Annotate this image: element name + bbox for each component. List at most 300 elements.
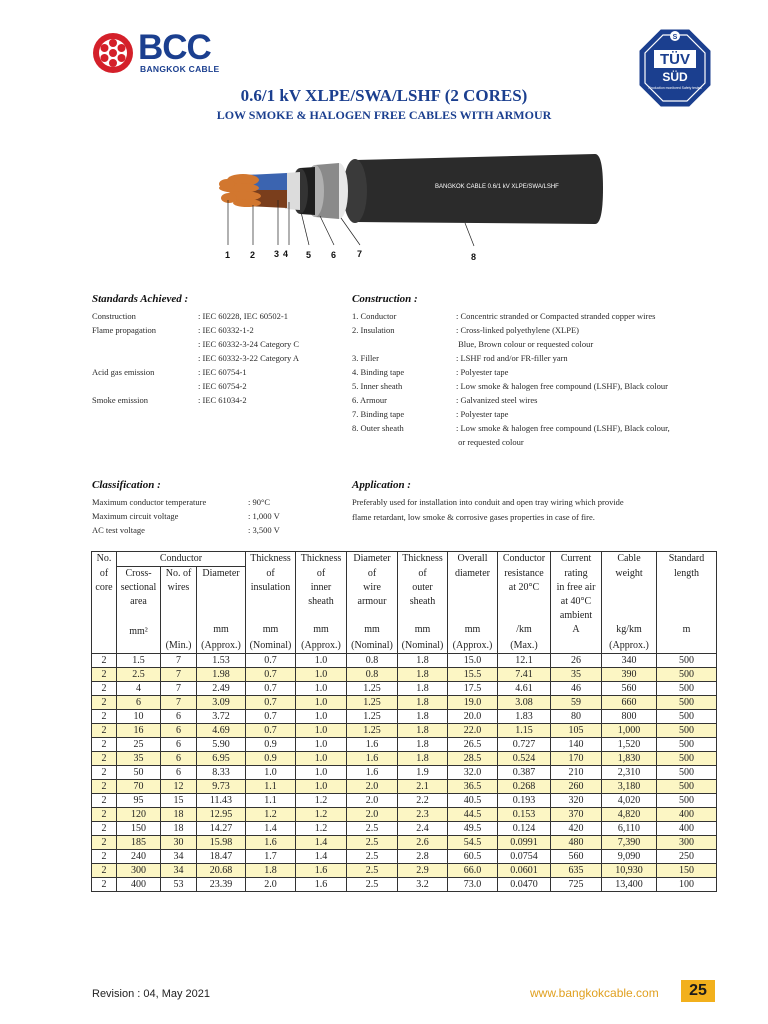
table-cell: 2.8	[398, 850, 448, 864]
table-header-cell: (Approx.)	[197, 639, 246, 654]
table-cell: 2.5	[347, 864, 398, 878]
table-header-cell: mm	[197, 623, 246, 639]
table-header-cell: (Approx.)	[448, 639, 498, 654]
table-cell: 10	[117, 710, 161, 724]
application-text	[352, 495, 624, 524]
table-cell: 26.5	[448, 738, 498, 752]
table-header-cell	[657, 595, 717, 609]
table-header-cell: weight	[602, 567, 657, 582]
cable-label-2: 2	[250, 250, 256, 260]
table-cell: 7	[161, 654, 197, 668]
table-row	[92, 738, 717, 752]
table-cell: 2.0	[347, 808, 398, 822]
table-cell: 1.0	[296, 682, 347, 696]
table-cell: 80	[551, 710, 602, 724]
construction-list	[352, 309, 670, 449]
table-cell: 15	[161, 794, 197, 808]
standards-row: Smoke emission : IEC 61034-2	[92, 395, 247, 405]
cable-label-4: 4	[283, 249, 289, 259]
table-cell: 1.8	[398, 752, 448, 766]
table-header-cell	[657, 609, 717, 623]
table-header-cell: Cable	[602, 552, 657, 567]
table-cell: 2	[92, 654, 117, 668]
cable-label-5: 5	[306, 250, 312, 260]
table-row	[92, 682, 717, 696]
table-cell: 4,820	[602, 808, 657, 822]
standards-row: Construction : IEC 60228, IEC 60502-1	[92, 311, 288, 321]
table-cell: 1.2	[296, 808, 347, 822]
table-cell: 12.1	[498, 654, 551, 668]
table-header-cell	[92, 623, 117, 639]
table-header-cell: core	[92, 581, 117, 595]
table-cell: 7	[161, 682, 197, 696]
table-header-cell: sheath	[296, 595, 347, 609]
table-cell: 4	[117, 682, 161, 696]
table-cell: 9,090	[602, 850, 657, 864]
table-cell: 0.7	[246, 696, 296, 710]
table-cell: 17.5	[448, 682, 498, 696]
table-header-cell: length	[657, 567, 717, 582]
cable-cross-section-illustration	[205, 140, 605, 260]
table-row	[92, 836, 717, 850]
construction-row: 3. Filler : LSHF rod and/or FR-filler yarn	[352, 353, 568, 363]
table-cell: 46	[551, 682, 602, 696]
table-header-cell	[347, 609, 398, 623]
table-cell: 53	[161, 878, 197, 892]
table-header-cell: (Max.)	[498, 639, 551, 654]
table-cell: 14.27	[197, 822, 246, 836]
table-cell: 0.0754	[498, 850, 551, 864]
table-cell: 6	[161, 710, 197, 724]
table-cell: 59	[551, 696, 602, 710]
table-cell: 660	[602, 696, 657, 710]
table-cell: 6,110	[602, 822, 657, 836]
table-row	[92, 668, 717, 682]
table-cell: 1,000	[602, 724, 657, 738]
table-cell: 16	[117, 724, 161, 738]
table-cell: 6	[161, 724, 197, 738]
table-header-cell: mm	[246, 623, 296, 639]
table-cell: 800	[602, 710, 657, 724]
table-cell: 2.5	[347, 822, 398, 836]
table-cell: 0.7	[246, 724, 296, 738]
table-cell: 35	[551, 668, 602, 682]
table-cell: 340	[602, 654, 657, 668]
table-header-cell: Standard	[657, 552, 717, 567]
table-cell: 18	[161, 808, 197, 822]
table-cell: 725	[551, 878, 602, 892]
table-cell: 1,520	[602, 738, 657, 752]
table-header-cell	[161, 595, 197, 609]
table-row	[92, 710, 717, 724]
table-cell: 22.0	[448, 724, 498, 738]
table-cell: 1.25	[347, 696, 398, 710]
table-cell: 3.09	[197, 696, 246, 710]
table-cell: 0.8	[347, 668, 398, 682]
table-cell: 1.83	[498, 710, 551, 724]
table-cell: 13,400	[602, 878, 657, 892]
table-cell: 11.43	[197, 794, 246, 808]
table-header-cell	[197, 609, 246, 623]
table-cell: 2	[92, 724, 117, 738]
standards-list	[92, 309, 299, 407]
table-cell: 12.95	[197, 808, 246, 822]
logo-text: BCC	[138, 28, 211, 67]
table-cell: 1.25	[347, 682, 398, 696]
table-cell: 1.8	[398, 724, 448, 738]
table-cell: 15.98	[197, 836, 246, 850]
table-cell: 1.7	[246, 850, 296, 864]
construction-row: 5. Inner sheath : Low smoke & halogen free compound (LSHF), Black colour	[352, 381, 668, 391]
table-header-row	[92, 581, 717, 595]
table-cell: 0.7	[246, 682, 296, 696]
table-cell: 1.25	[347, 710, 398, 724]
table-header-cell: kg/km	[602, 623, 657, 639]
table-cell: 1.25	[347, 724, 398, 738]
table-header-cell: Cross-	[117, 567, 161, 582]
cable-label-3: 3	[274, 249, 280, 259]
table-header	[92, 552, 717, 654]
table-header-cell: No.	[92, 552, 117, 567]
table-header-cell: (Min.)	[161, 639, 197, 654]
table-cell: 60.5	[448, 850, 498, 864]
table-cell: 140	[551, 738, 602, 752]
table-header-cell: (Approx.)	[602, 639, 657, 654]
table-cell: 1.0	[246, 766, 296, 780]
table-header-cell: insulation	[246, 581, 296, 595]
table-header-row	[92, 567, 717, 582]
table-cell: 8.33	[197, 766, 246, 780]
table-cell: 25	[117, 738, 161, 752]
table-row	[92, 752, 717, 766]
standards-row: : IEC 60754-2	[198, 381, 247, 391]
table-cell: 100	[657, 878, 717, 892]
table-cell: 420	[551, 822, 602, 836]
table-header-cell	[448, 581, 498, 595]
table-cell: 400	[657, 808, 717, 822]
classification-list	[92, 495, 280, 537]
table-cell: 210	[551, 766, 602, 780]
table-header-cell: area	[117, 595, 161, 609]
table-header-cell: m	[657, 623, 717, 639]
table-cell: 1.98	[197, 668, 246, 682]
table-cell: 4,020	[602, 794, 657, 808]
cert-letter: S	[672, 34, 678, 41]
table-header-cell: of	[398, 567, 448, 582]
table-cell: 370	[551, 808, 602, 822]
table-cell: 1.15	[498, 724, 551, 738]
table-cell: 2	[92, 668, 117, 682]
table-cell: 1.4	[296, 850, 347, 864]
table-cell: 6	[161, 738, 197, 752]
table-header-cell	[161, 609, 197, 623]
table-header-cell: inner	[296, 581, 347, 595]
table-cell: 1.0	[296, 710, 347, 724]
table-header-cell: Conductor	[498, 552, 551, 567]
standards-row: Flame propagation : IEC 60332-1-2	[92, 325, 254, 335]
table-row	[92, 780, 717, 794]
construction-row: 7. Binding tape : Polyester tape	[352, 409, 509, 419]
table-cell: 15.0	[448, 654, 498, 668]
table-header-cell: armour	[347, 595, 398, 609]
table-cell: 560	[602, 682, 657, 696]
table-cell: 2.1	[398, 780, 448, 794]
application-line: Preferably used for installation into conduit and open tray wiring which provide	[352, 497, 624, 507]
table-header-cell	[602, 595, 657, 609]
table-cell: 2	[92, 696, 117, 710]
table-cell: 1.8	[398, 682, 448, 696]
table-cell: 2	[92, 794, 117, 808]
table-header-cell	[498, 595, 551, 609]
table-header-cell: Diameter	[197, 567, 246, 582]
table-cell: 500	[657, 738, 717, 752]
table-cell: 1.4	[246, 822, 296, 836]
table-cell: 0.7	[246, 654, 296, 668]
table-header-cell	[657, 581, 717, 595]
table-cell: 150	[117, 822, 161, 836]
table-header-cell	[448, 595, 498, 609]
table-cell: 7	[161, 668, 197, 682]
construction-row: or requested colour	[456, 437, 524, 447]
table-cell: 2	[92, 878, 117, 892]
cable-specification-table	[91, 551, 717, 892]
table-cell: 2	[92, 738, 117, 752]
table-cell: 95	[117, 794, 161, 808]
table-cell: 20.68	[197, 864, 246, 878]
table-cell: 1.9	[398, 766, 448, 780]
table-header-cell: Conductor	[117, 552, 246, 567]
table-cell: 1.0	[296, 738, 347, 752]
table-cell: 1.6	[296, 878, 347, 892]
table-cell: 7	[161, 696, 197, 710]
table-cell: 1.2	[296, 822, 347, 836]
bcc-logo	[92, 30, 232, 80]
page-title: 0.6/1 kV XLPE/SWA/LSHF (2 CORES)	[240, 86, 528, 105]
table-cell: 1.1	[246, 780, 296, 794]
table-cell: 2	[92, 682, 117, 696]
table-cell: 49.5	[448, 822, 498, 836]
page-number: 25	[681, 980, 715, 1002]
table-cell: 6.95	[197, 752, 246, 766]
table-header-cell: at 40°C	[551, 595, 602, 609]
table-cell: 70	[117, 780, 161, 794]
table-cell: 1.8	[398, 654, 448, 668]
table-cell: 560	[551, 850, 602, 864]
table-cell: 54.5	[448, 836, 498, 850]
table-cell: 2.5	[347, 836, 398, 850]
table-header-cell	[448, 609, 498, 623]
table-header-cell: Thickness	[398, 552, 448, 567]
standards-heading: Standards Achieved :	[92, 293, 189, 305]
table-cell: 0.0601	[498, 864, 551, 878]
table-cell: 1.0	[296, 780, 347, 794]
table-cell: 66.0	[448, 864, 498, 878]
table-header-cell: mm	[296, 623, 347, 639]
table-cell: 0.268	[498, 780, 551, 794]
construction-row: 2. Insulation : Cross-linked polyethylene (XLPE)	[352, 325, 579, 335]
table-cell: 19.0	[448, 696, 498, 710]
table-row	[92, 808, 717, 822]
table-cell: 500	[657, 696, 717, 710]
table-cell: 300	[117, 864, 161, 878]
table-cell: 2	[92, 822, 117, 836]
table-cell: 0.387	[498, 766, 551, 780]
table-cell: 2	[92, 766, 117, 780]
table-cell: 170	[551, 752, 602, 766]
construction-row: 6. Armour : Galvanized steel wires	[352, 395, 538, 405]
table-cell: 34	[161, 864, 197, 878]
table-cell: 1.6	[246, 836, 296, 850]
construction-row: 8. Outer sheath : Low smoke & halogen free compound (LSHF), Black colour,	[352, 423, 670, 433]
table-cell: 3.72	[197, 710, 246, 724]
table-cell: 15.5	[448, 668, 498, 682]
table-cell: 2.4	[398, 822, 448, 836]
table-cell: 1.5	[117, 654, 161, 668]
table-header-cell	[92, 609, 117, 623]
table-cell: 1.8	[246, 864, 296, 878]
construction-row: 1. Conductor : Concentric stranded or Compacted stranded copper wires	[352, 311, 656, 321]
table-cell: 6	[117, 696, 161, 710]
table-cell: 4.69	[197, 724, 246, 738]
table-cell: 0.7	[246, 668, 296, 682]
table-cell: 2	[92, 836, 117, 850]
table-cell: 2.9	[398, 864, 448, 878]
table-cell: 300	[657, 836, 717, 850]
classification-row: Maximum conductor temperature : 90°C	[92, 497, 271, 507]
table-cell: 73.0	[448, 878, 498, 892]
table-header-cell: Current	[551, 552, 602, 567]
table-cell: 1.4	[296, 836, 347, 850]
table-cell: 1.6	[347, 766, 398, 780]
application-line: flame retardant, low smoke & corrosive gases properties in case of fire.	[352, 512, 595, 522]
table-cell: 7.41	[498, 668, 551, 682]
page-subtitle: LOW SMOKE & HALOGEN FREE CABLES WITH ARMOUR	[216, 108, 552, 122]
cert-bottom: SÜD	[662, 70, 688, 84]
table-cell: 250	[657, 850, 717, 864]
table-cell: 1.53	[197, 654, 246, 668]
cable-print-text: BANGKOK CABLE 0.6/1 kV XLPE/SWA/LSHF	[435, 184, 559, 190]
cable-label-8: 8	[471, 252, 477, 260]
table-header-row	[92, 595, 717, 609]
table-cell: 1,830	[602, 752, 657, 766]
construction-row: Blue, Brown colour or requested colour	[456, 339, 594, 349]
table-cell: 5.90	[197, 738, 246, 752]
table-body	[92, 654, 717, 892]
table-cell: 120	[117, 808, 161, 822]
revision-text: Revision : 04, May 2021	[92, 988, 211, 1000]
table-cell: 23.39	[197, 878, 246, 892]
table-header-cell	[117, 639, 161, 654]
table-cell: 0.153	[498, 808, 551, 822]
table-header-cell: rating	[551, 567, 602, 582]
table-cell: 500	[657, 766, 717, 780]
table-cell: 1.0	[296, 696, 347, 710]
table-row	[92, 724, 717, 738]
table-cell: 2.0	[347, 794, 398, 808]
table-cell: 20.0	[448, 710, 498, 724]
logo-emblem-icon	[92, 32, 134, 74]
table-cell: 0.0470	[498, 878, 551, 892]
table-cell: 3,180	[602, 780, 657, 794]
table-header-cell: wires	[161, 581, 197, 595]
table-header-cell: outer	[398, 581, 448, 595]
table-header-cell	[398, 609, 448, 623]
table-cell: 0.524	[498, 752, 551, 766]
table-header-cell: (Nominal)	[398, 639, 448, 654]
table-cell: 40.5	[448, 794, 498, 808]
table-cell: 0.193	[498, 794, 551, 808]
table-cell: 260	[551, 780, 602, 794]
application-heading: Application :	[352, 479, 411, 491]
table-header-cell: mm	[347, 623, 398, 639]
table-cell: 2.2	[398, 794, 448, 808]
table-header-cell: Thickness	[296, 552, 347, 567]
table-header-cell	[551, 639, 602, 654]
table-cell: 2.49	[197, 682, 246, 696]
website-link[interactable]: www.bangkokcable.com	[530, 986, 659, 1000]
table-header-row	[92, 623, 717, 639]
table-header-cell: (Nominal)	[347, 639, 398, 654]
table-header-cell	[246, 595, 296, 609]
table-header-cell	[92, 595, 117, 609]
table-cell: 1.0	[296, 654, 347, 668]
table-cell: 44.5	[448, 808, 498, 822]
table-cell: 36.5	[448, 780, 498, 794]
table-cell: 1.2	[246, 808, 296, 822]
table-cell: 30	[161, 836, 197, 850]
table-header-cell	[657, 639, 717, 654]
table-header-cell	[161, 623, 197, 639]
table-cell: 0.124	[498, 822, 551, 836]
cert-top: TÜV	[660, 51, 690, 68]
table-header-cell: A	[551, 623, 602, 639]
table-header-cell: of	[246, 567, 296, 582]
table-cell: 500	[657, 654, 717, 668]
table-cell: 2.6	[398, 836, 448, 850]
table-cell: 2.0	[246, 878, 296, 892]
table-header-cell: (Nominal)	[246, 639, 296, 654]
table-cell: 1.0	[296, 668, 347, 682]
table-header-row	[92, 552, 717, 567]
table-header-cell	[602, 581, 657, 595]
table-cell: 1.8	[398, 696, 448, 710]
table-cell: 4.61	[498, 682, 551, 696]
table-cell: 0.8	[347, 654, 398, 668]
table-header-cell: diameter	[448, 567, 498, 582]
table-header-cell: wire	[347, 581, 398, 595]
table-header-cell: Diameter	[347, 552, 398, 567]
table-header-cell	[197, 581, 246, 595]
table-row	[92, 878, 717, 892]
table-header-row	[92, 639, 717, 654]
table-cell: 32.0	[448, 766, 498, 780]
table-cell: 2.3	[398, 808, 448, 822]
table-cell: 1.0	[296, 724, 347, 738]
table-cell: 185	[117, 836, 161, 850]
table-cell: 1.6	[347, 738, 398, 752]
table-cell: 35	[117, 752, 161, 766]
table-cell: 1.1	[246, 794, 296, 808]
classification-row: Maximum circuit voltage : 1,000 V	[92, 511, 280, 521]
table-cell: 2	[92, 752, 117, 766]
table-cell: 18.47	[197, 850, 246, 864]
table-cell: 2.5	[117, 668, 161, 682]
table-cell: 2,310	[602, 766, 657, 780]
cable-label-7: 7	[357, 249, 363, 259]
table-cell: 400	[117, 878, 161, 892]
table-header-cell: ambient	[551, 609, 602, 623]
table-row	[92, 864, 717, 878]
